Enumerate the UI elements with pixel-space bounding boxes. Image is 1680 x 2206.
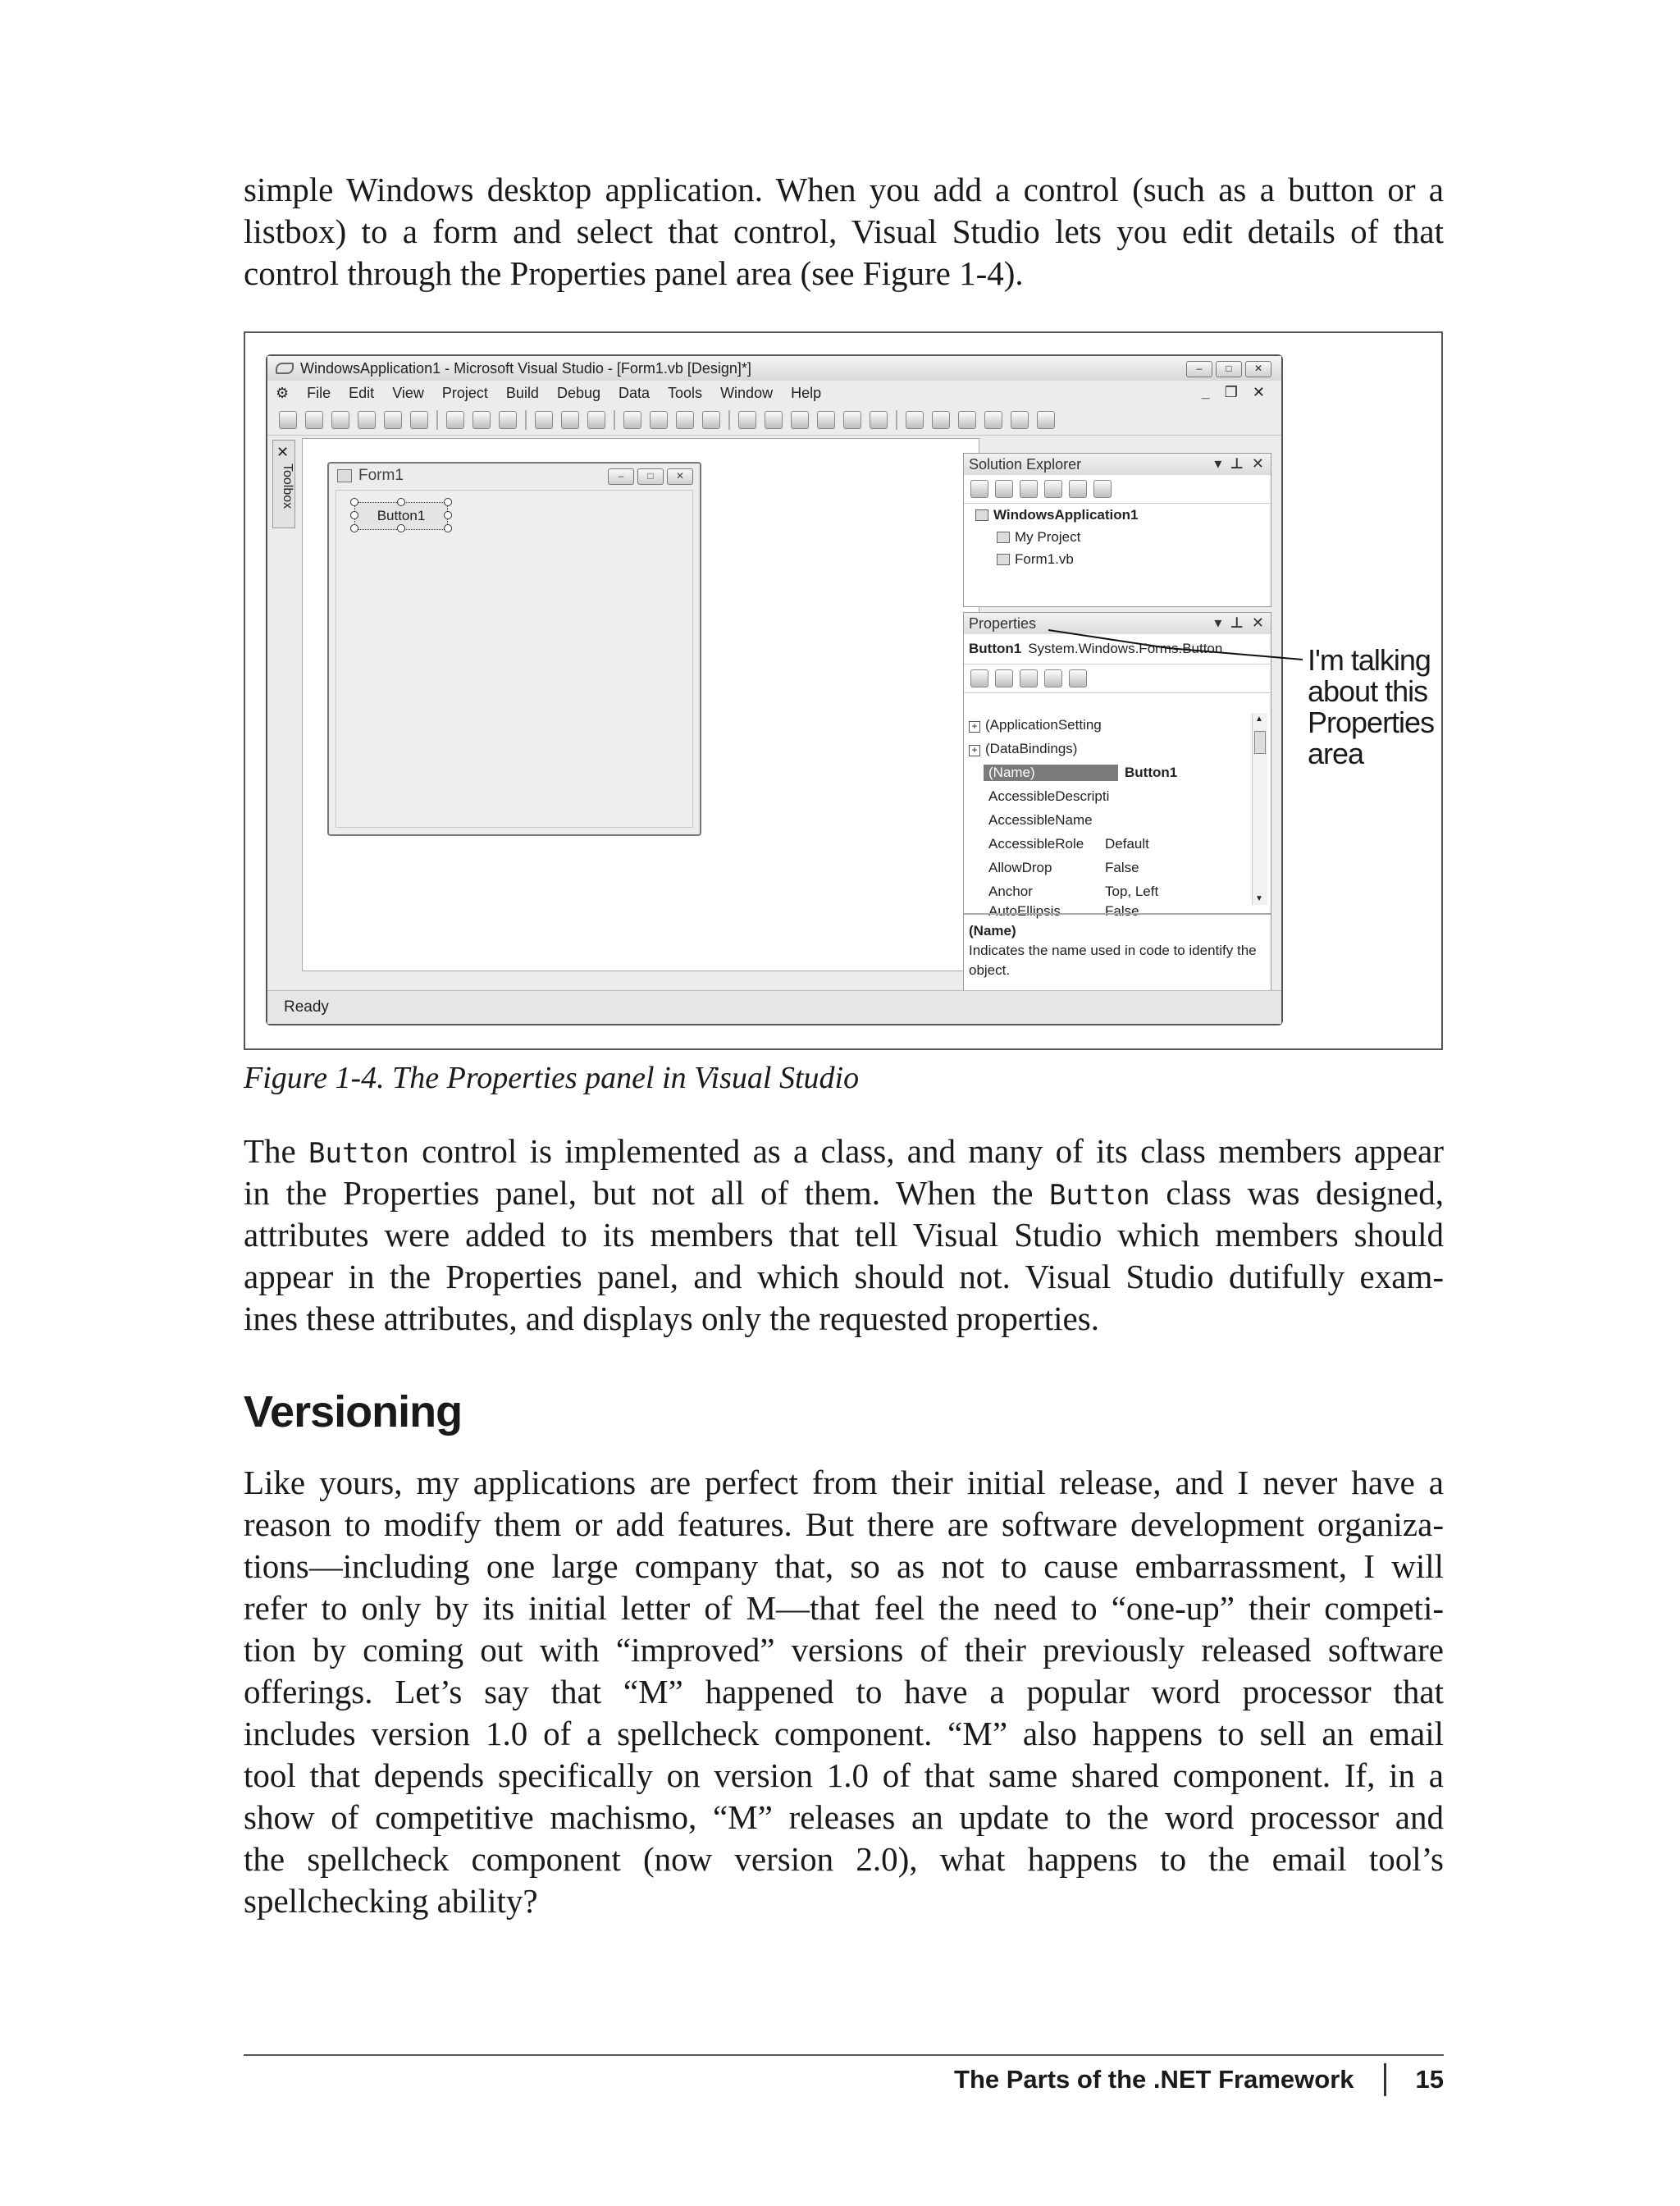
scroll-up-icon[interactable]: ▲ <box>1255 715 1263 724</box>
project-icon <box>975 509 988 521</box>
form1-title: Form1 <box>358 467 404 484</box>
visual-studio-window <box>266 354 1283 1025</box>
tree-node-form1[interactable] <box>975 548 1271 570</box>
resize-handle[interactable] <box>350 511 358 519</box>
toolbox-label: Toolbox <box>281 464 294 509</box>
property-row[interactable] <box>964 713 1253 737</box>
footer-separator <box>1384 2063 1386 2096</box>
menu-file[interactable]: File <box>307 384 331 401</box>
scroll-thumb[interactable] <box>1254 731 1266 754</box>
text-line: offerings. Let’s say that “M” happened to have a popular word processor that <box>244 1673 1444 1710</box>
object-type: System.Windows.Forms.Button <box>1028 641 1223 656</box>
text-line: listbox) to a form and select that control, Visual Studio lets you edit details of that <box>244 212 1444 250</box>
uncomment-icon[interactable] <box>587 411 605 429</box>
expand-icon[interactable]: + <box>969 745 980 756</box>
new-project-icon[interactable] <box>279 411 297 429</box>
callout-line: area <box>1308 737 1364 770</box>
versioning-paragraph <box>244 1462 1444 1922</box>
mdi-minimize-icon[interactable]: _ <box>1201 384 1210 400</box>
solution-explorer-icon[interactable] <box>906 411 924 429</box>
pane-controls <box>1214 614 1264 632</box>
close-icon[interactable]: ✕ <box>1245 361 1271 377</box>
toolbar-separator <box>728 410 730 430</box>
stop-icon[interactable] <box>791 411 809 429</box>
code-term: Button <box>1048 1179 1150 1212</box>
more-tools-icon[interactable] <box>1037 411 1055 429</box>
resize-handle[interactable] <box>444 511 452 519</box>
text-line: simple Windows desktop application. When you add a control (such as a button or a <box>244 171 1444 208</box>
pane-controls <box>1214 455 1264 473</box>
text-line: attributes were added to its members that tell Visual Studio which members should <box>244 1216 1444 1254</box>
form1-body <box>336 490 693 828</box>
paste-icon[interactable] <box>499 411 517 429</box>
menu-build[interactable]: Build <box>505 384 539 401</box>
refresh-icon[interactable] <box>1020 480 1038 498</box>
property-value: Top, Left <box>1105 883 1159 899</box>
property-value: False <box>1105 903 1139 919</box>
text-run: class was designed, <box>1149 1174 1444 1212</box>
text-line: control through the Properties panel area (see Figure 1-4). <box>244 254 1024 292</box>
text-run: control is implemented as a class, and many of its class members appear <box>409 1132 1444 1170</box>
property-row[interactable] <box>964 879 1253 903</box>
toolbar-separator <box>896 410 897 430</box>
section-heading: Versioning <box>244 1387 463 1436</box>
form-file-icon <box>997 554 1010 565</box>
text-line: tions—including one large company that, so as not to cause embarrassment, I will <box>244 1547 1444 1585</box>
form1-minimize-icon: – <box>608 468 634 485</box>
text-line: spellchecking ability? <box>244 1882 538 1920</box>
property-name-text: (DataBindings) <box>985 740 1078 756</box>
text-line: reason to modify them or add features. But there are software development organiza- <box>244 1505 1444 1543</box>
property-name: AutoEllipsis <box>988 903 1061 919</box>
button-paragraph <box>244 1130 1444 1340</box>
callout-line: about this <box>1308 674 1428 708</box>
property-row[interactable] <box>964 808 1253 832</box>
class-diagram-icon[interactable] <box>1093 480 1112 498</box>
menu-data[interactable]: Data <box>619 384 651 401</box>
property-row[interactable] <box>964 784 1253 808</box>
page-number: 15 <box>1415 2065 1444 2094</box>
tree-node-root[interactable] <box>975 504 1271 526</box>
menu-view[interactable]: View <box>392 384 424 401</box>
redo-icon[interactable] <box>650 411 668 429</box>
footer-section-title: The Parts of the .NET Framework <box>954 2065 1354 2094</box>
property-name: AllowDrop <box>988 859 1052 875</box>
find-icon[interactable] <box>535 411 553 429</box>
text-line <box>244 1130 1444 1172</box>
property-name <box>964 741 1098 757</box>
menu-edit[interactable]: Edit <box>349 384 375 401</box>
tree-node-label: My Project <box>1015 529 1081 545</box>
page-footer <box>954 2063 1444 2096</box>
intro-paragraph <box>244 169 1444 295</box>
cut-icon[interactable] <box>446 411 464 429</box>
text-line: tion by coming out with “improved” versions of their previously released software <box>244 1631 1444 1669</box>
alphabetical-icon[interactable] <box>995 669 1013 687</box>
categorized-icon[interactable] <box>970 669 988 687</box>
property-name-text: (ApplicationSetting <box>985 716 1102 733</box>
my-project-icon <box>997 532 1010 543</box>
property-name: AccessibleName <box>988 811 1093 828</box>
callout-annotation <box>1308 645 1439 770</box>
toolbar-separator <box>614 410 615 430</box>
property-row[interactable] <box>964 737 1253 760</box>
mdi-controls <box>1202 384 1265 401</box>
open-file-icon[interactable] <box>331 411 349 429</box>
tree-node-label: Form1.vb <box>1015 551 1074 567</box>
solution-explorer-toolbar <box>964 475 1271 504</box>
text-run: in the Properties panel, but not all of them. When the <box>244 1174 1049 1212</box>
window-title: WindowsApplication1 - Microsoft Visual Studio - [Form1.vb [Design]*] <box>300 359 751 377</box>
object-selector[interactable] <box>964 634 1271 665</box>
navigate-back-icon[interactable] <box>676 411 694 429</box>
solution-explorer-title: Solution Explorer <box>969 455 1082 473</box>
menu-app-icon[interactable]: ⚙ <box>276 384 290 401</box>
copy-icon[interactable] <box>472 411 491 429</box>
window-controls <box>1186 361 1271 377</box>
show-all-files-icon[interactable] <box>995 480 1013 498</box>
text-line: refer to only by its initial letter of M—that feel the need to “one-up” their competi- <box>244 1589 1444 1627</box>
properties-pane <box>963 612 1271 999</box>
view-designer-icon[interactable] <box>1069 480 1087 498</box>
resize-handle[interactable] <box>444 524 452 532</box>
resize-handle[interactable] <box>350 498 358 506</box>
form1-maximize-icon: □ <box>637 468 664 485</box>
events-icon[interactable] <box>1044 669 1062 687</box>
text-line: appear in the Properties panel, and which should not. Visual Studio dutifully exam- <box>244 1258 1444 1295</box>
toolbar <box>267 405 1281 436</box>
properties-window-icon[interactable] <box>932 411 950 429</box>
button1-label: Button1 <box>377 508 426 523</box>
add-item-icon[interactable] <box>305 411 323 429</box>
property-name: AccessibleRole <box>988 835 1084 852</box>
menu-project[interactable]: Project <box>441 384 488 401</box>
text-line <box>244 1172 1444 1214</box>
form1-window-controls <box>608 468 693 485</box>
mdi-close-icon[interactable]: ✕ <box>1252 384 1265 400</box>
toolbox-wrench-icon: ✕ <box>276 444 290 460</box>
text-line: ines these attributes, and displays only the requested properties. <box>244 1299 1099 1337</box>
design-surface <box>302 438 979 971</box>
comment-icon[interactable] <box>561 411 579 429</box>
callout-line: I'm talking <box>1308 643 1431 677</box>
code-term: Button <box>308 1137 409 1170</box>
mdi-restore-icon[interactable]: ❐ <box>1224 384 1238 400</box>
text-line: show of competitive machismo, “M” releases an update to the word processor and <box>244 1798 1444 1836</box>
toolbox-icon[interactable] <box>984 411 1002 429</box>
properties-icon[interactable] <box>970 480 988 498</box>
properties-header <box>964 613 1271 634</box>
property-grid <box>964 713 1253 919</box>
resize-handle[interactable] <box>397 524 405 532</box>
callout-line: Properties <box>1308 706 1435 739</box>
property-pages-icon[interactable] <box>1069 669 1087 687</box>
tree-node-label: WindowsApplication1 <box>993 507 1139 523</box>
maximize-icon[interactable]: □ <box>1216 361 1242 377</box>
close-icon[interactable]: ✕ <box>1251 614 1264 631</box>
object-browser-icon[interactable] <box>958 411 976 429</box>
description-title: (Name) <box>969 923 1016 939</box>
dropdown-icon[interactable]: ▾ <box>1214 614 1222 631</box>
property-value: Default <box>1105 835 1149 852</box>
text-line: Like yours, my applications are perfect from their initial release, and I never have a <box>244 1464 1444 1501</box>
close-icon[interactable]: ✕ <box>1251 455 1264 472</box>
resize-handle[interactable] <box>397 498 405 506</box>
property-name: AccessibleDescripti <box>988 788 1110 804</box>
property-name: (Name) <box>984 765 1118 781</box>
menu-debug[interactable]: Debug <box>556 384 600 401</box>
toolbox-tab[interactable] <box>272 440 295 528</box>
step-into-icon[interactable] <box>817 411 835 429</box>
tree-node-my-project[interactable] <box>975 526 1271 548</box>
property-grid-scrollbar[interactable] <box>1252 713 1267 905</box>
properties-toolbar <box>964 665 1271 693</box>
start-page-icon[interactable] <box>1011 411 1029 429</box>
properties-view-icon[interactable] <box>1020 669 1038 687</box>
property-row-selected[interactable] <box>964 760 1253 784</box>
figure-caption: Figure 1-4. The Properties panel in Visual Studio <box>244 1061 860 1095</box>
pin-icon[interactable]: ⊥ <box>1230 614 1244 631</box>
form-icon <box>337 469 352 482</box>
scroll-down-icon[interactable]: ▼ <box>1255 894 1263 903</box>
form1-close-icon: ✕ <box>667 468 693 485</box>
object-name: Button1 <box>969 641 1022 656</box>
status-text: Ready <box>284 998 329 1016</box>
footer-rule <box>244 2054 1444 2056</box>
property-row[interactable] <box>964 832 1253 856</box>
text-line: the spellcheck component (now version 2.0), what happens to the email tool’s <box>244 1840 1444 1878</box>
step-over-icon[interactable] <box>843 411 861 429</box>
dropdown-icon[interactable]: ▾ <box>1214 455 1222 472</box>
undo-icon[interactable] <box>623 411 641 429</box>
save-all-icon[interactable] <box>410 411 428 429</box>
resize-handle[interactable] <box>350 524 358 532</box>
navigate-forward-icon[interactable] <box>702 411 720 429</box>
save-icon[interactable] <box>384 411 402 429</box>
add-new-item-icon[interactable] <box>358 411 376 429</box>
menu-bar <box>267 381 1281 405</box>
solution-explorer-pane <box>963 453 1271 607</box>
menu-tools[interactable]: Tools <box>668 384 703 401</box>
status-bar <box>267 990 1281 1024</box>
solution-explorer-header <box>964 454 1271 475</box>
text-run: The <box>244 1132 309 1170</box>
property-name: Anchor <box>988 883 1033 899</box>
step-out-icon[interactable] <box>870 411 888 429</box>
window-title-bar <box>267 356 1281 381</box>
resize-handle[interactable] <box>444 498 452 506</box>
menu-window[interactable]: Window <box>720 384 774 401</box>
expand-icon[interactable]: + <box>969 721 980 733</box>
minimize-icon[interactable]: – <box>1186 361 1212 377</box>
form1-window[interactable] <box>327 462 701 836</box>
pause-icon[interactable] <box>765 411 783 429</box>
properties-title: Properties <box>969 614 1037 632</box>
property-description <box>964 913 1271 998</box>
property-row[interactable] <box>964 856 1253 879</box>
property-value[interactable]: Button1 <box>1125 764 1178 780</box>
property-value: False <box>1105 859 1139 875</box>
text-line: includes version 1.0 of a spellcheck component. “M” also happens to sell an email <box>244 1715 1444 1752</box>
solution-tree <box>964 504 1271 570</box>
form1-title-bar <box>329 464 700 488</box>
text-line: tool that depends specifically on version 1.0 of that same shared component. If, in a <box>244 1756 1444 1794</box>
toolbar-separator <box>525 410 527 430</box>
property-name <box>964 716 1102 733</box>
start-debugging-icon[interactable] <box>738 411 756 429</box>
view-code-icon[interactable] <box>1044 480 1062 498</box>
visual-studio-logo-icon <box>276 363 294 374</box>
menu-help[interactable]: Help <box>791 384 822 401</box>
description-text: Indicates the name used in code to identify the object. <box>969 943 1257 978</box>
pin-icon[interactable]: ⊥ <box>1230 455 1244 472</box>
toolbar-separator <box>436 410 438 430</box>
